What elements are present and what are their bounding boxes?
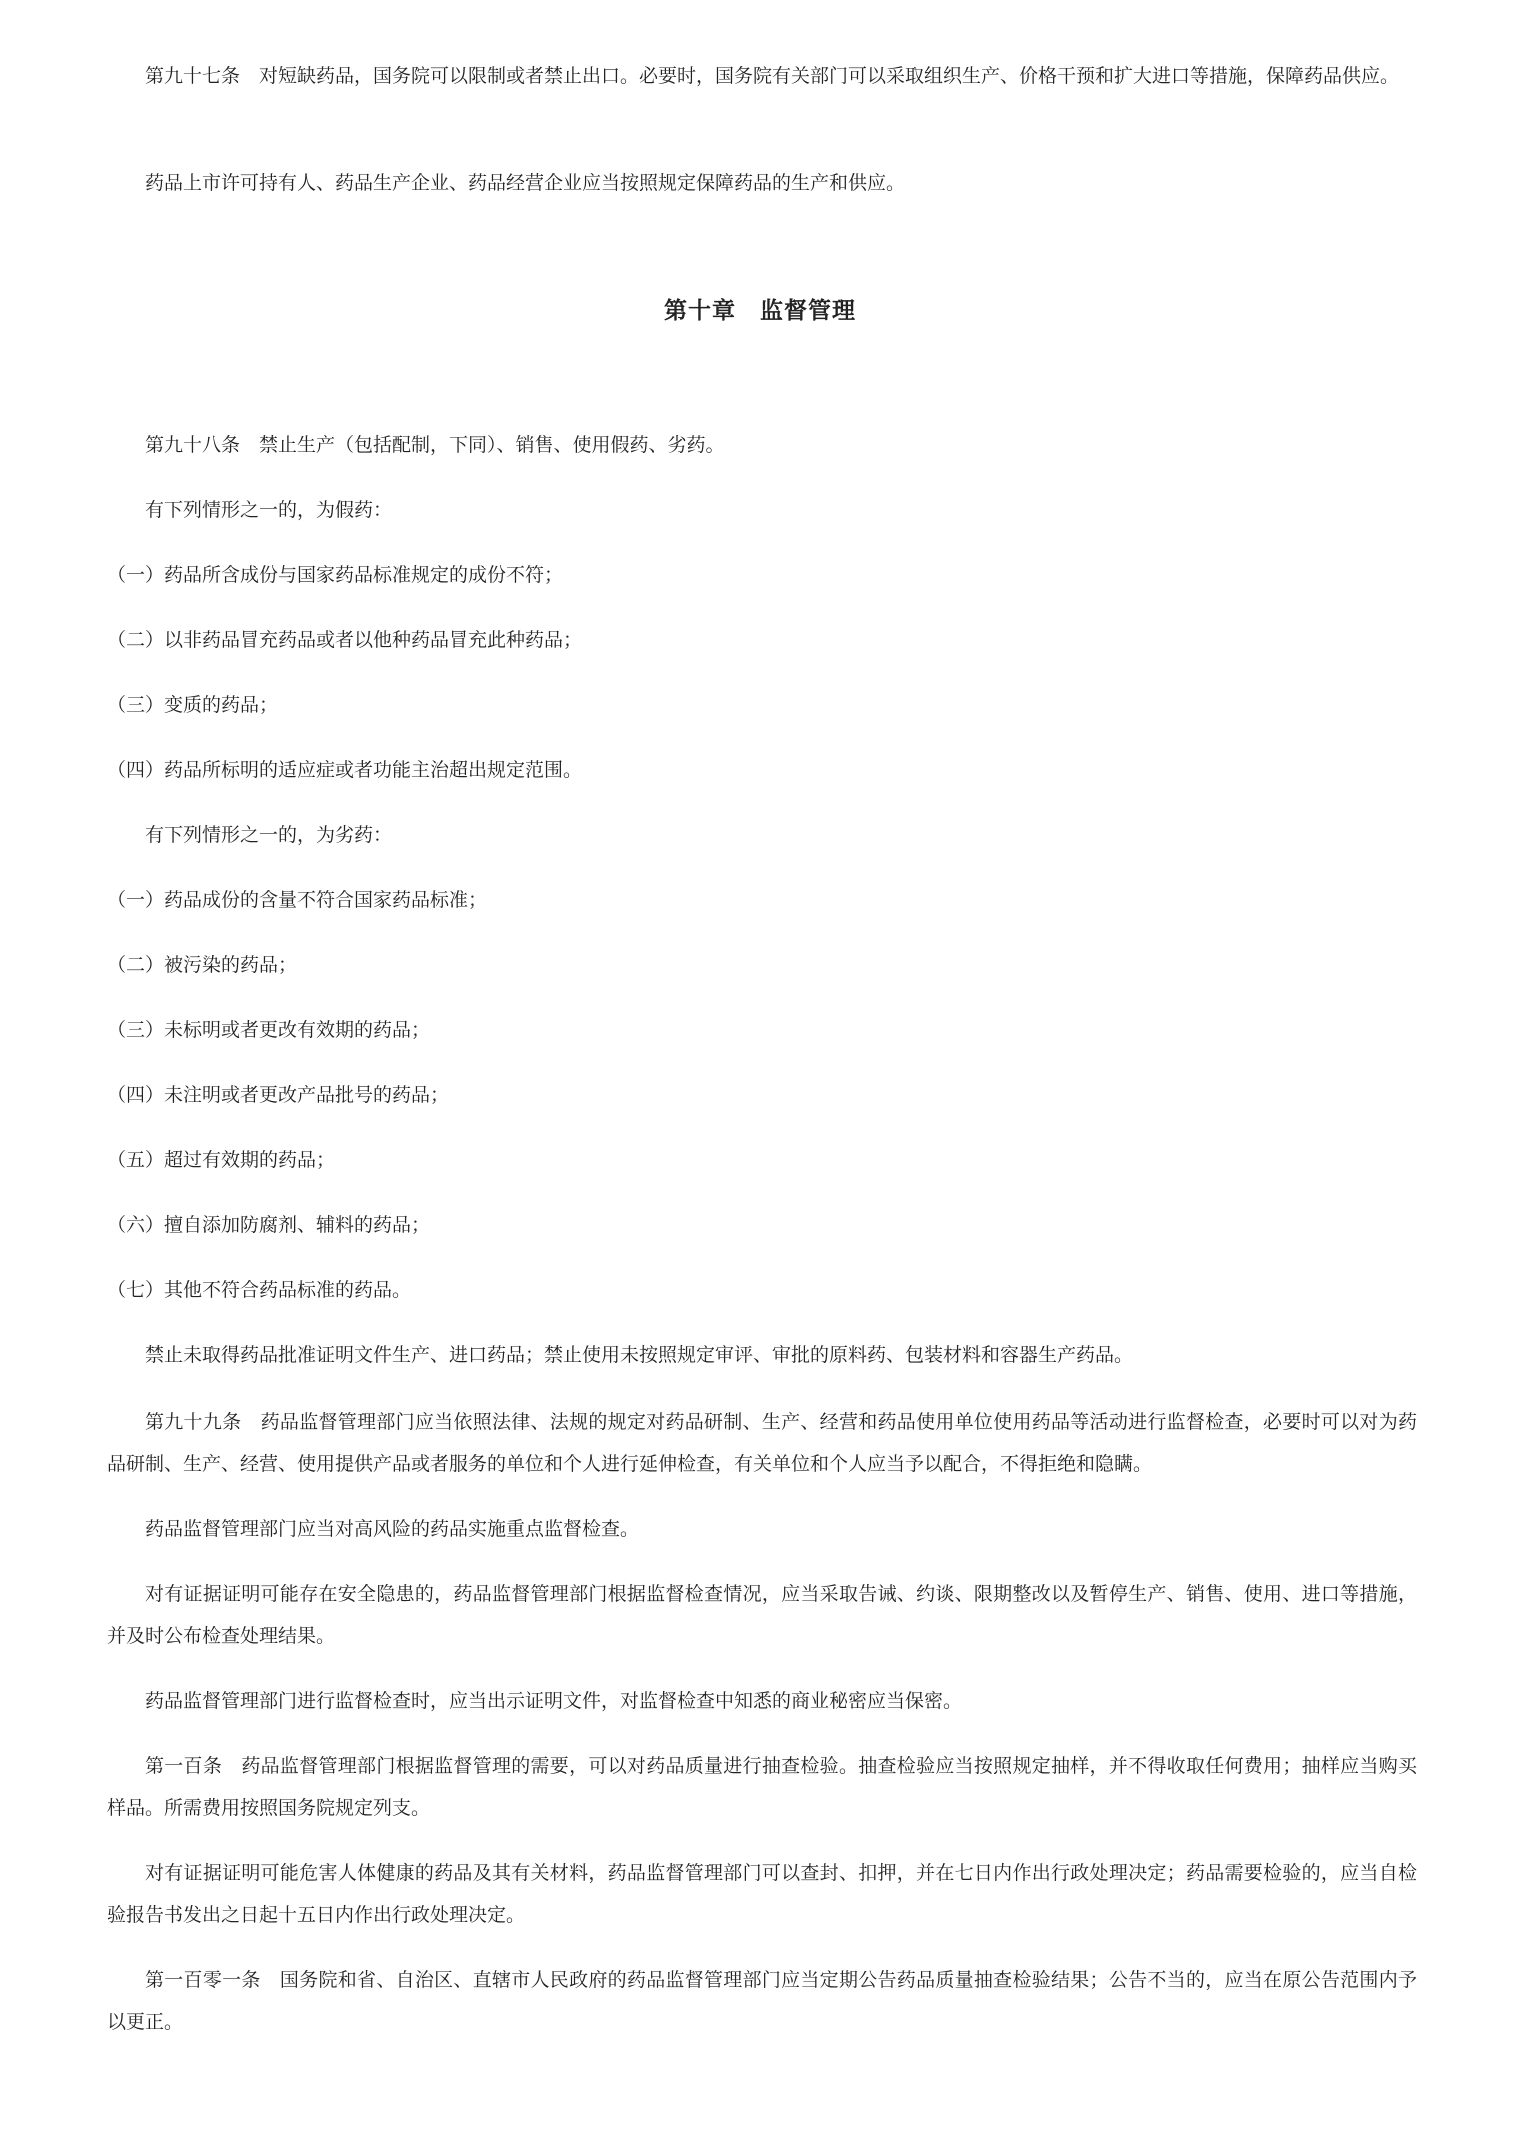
article-100-paragraph-2: 对有证据证明可能危害人体健康的药品及其有关材料，药品监督管理部门可以查封、扣押，并在七日内作出行政处理决定；药品需要检验的，应当自检验报告书发出之日起十五日内作出行政处理决定。 xyxy=(107,1862,1417,1926)
inferior-drug-item: （三）未标明或者更改有效期的药品； xyxy=(107,1019,431,1041)
fake-drug-item: （三）变质的药品； xyxy=(107,694,279,716)
inferior-drug-item: （四）未注明或者更改产品批号的药品； xyxy=(107,1084,450,1106)
inferior-drug-item: （二）被污染的药品； xyxy=(107,954,298,976)
inferior-drug-item: （七）其他不符合药品标准的药品。 xyxy=(107,1279,412,1301)
article-97-paragraph-1: 第九十七条 对短缺药品，国务院可以限制或者禁止出口。必要时，国务院有关部门可以采取组织生产、价格干预和扩大进口等措施，保障药品供应。 xyxy=(145,65,1400,87)
chapter-title: 第十章 监督管理 xyxy=(664,297,856,324)
article-98-paragraph-last: 禁止未取得药品批准证明文件生产、进口药品；禁止使用未按照规定审评、审批的原料药、包装材料和容器生产药品。 xyxy=(145,1344,1134,1366)
inferior-drug-item: （六）擅自添加防腐剂、辅料的药品； xyxy=(107,1214,431,1236)
fake-drug-item: （二）以非药品冒充药品或者以他种药品冒充此种药品； xyxy=(107,629,583,651)
article-98-paragraph-1: 第九十八条 禁止生产（包括配制，下同）、销售、使用假药、劣药。 xyxy=(145,434,725,456)
article-99-paragraph-3: 对有证据证明可能存在安全隐患的，药品监督管理部门根据监督检查情况，应当采取告诫、约谈、限期整改以及暂停生产、销售、使用、进口等措施，并及时公布检查处理结果。 xyxy=(107,1583,1417,1647)
article-100-paragraph-1: 第一百条 药品监督管理部门根据监督管理的需要，可以对药品质量进行抽查检验。抽查检验应当按照规定抽样，并不得收取任何费用；抽样应当购买样品。所需费用按照国务院规定列支。 xyxy=(107,1755,1417,1819)
inferior-drug-intro: 有下列情形之一的，为劣药： xyxy=(145,824,393,846)
inferior-drug-item: （一）药品成份的含量不符合国家药品标准； xyxy=(107,889,488,911)
fake-drug-intro: 有下列情形之一的，为假药： xyxy=(145,499,393,521)
article-99-paragraph-1: 第九十九条 药品监督管理部门应当依照法律、法规的规定对药品研制、生产、经营和药品使用单位使用药品等活动进行监督检查，必要时可以对为药品研制、生产、经营、使用提供产品或者服务的单位和个人进行延伸检查，有关单位和个人应当予以配合，不得拒绝和隐瞒。 xyxy=(107,1411,1417,1475)
article-99-paragraph-2: 药品监督管理部门应当对高风险的药品实施重点监督检查。 xyxy=(145,1518,640,1540)
inferior-drug-item: （五）超过有效期的药品； xyxy=(107,1149,336,1171)
fake-drug-item: （一）药品所含成份与国家药品标准规定的成份不符； xyxy=(107,564,564,586)
article-101-paragraph-1: 第一百零一条 国务院和省、自治区、直辖市人民政府的药品监督管理部门应当定期公告药品质量抽查检验结果；公告不当的，应当在原公告范围内予以更正。 xyxy=(107,1969,1417,2033)
article-99-paragraph-4: 药品监督管理部门进行监督检查时，应当出示证明文件，对监督检查中知悉的商业秘密应当保密。 xyxy=(145,1690,963,1712)
fake-drug-item: （四）药品所标明的适应症或者功能主治超出规定范围。 xyxy=(107,759,583,781)
article-97-paragraph-2: 药品上市许可持有人、药品生产企业、药品经营企业应当按照规定保障药品的生产和供应。 xyxy=(145,172,906,194)
